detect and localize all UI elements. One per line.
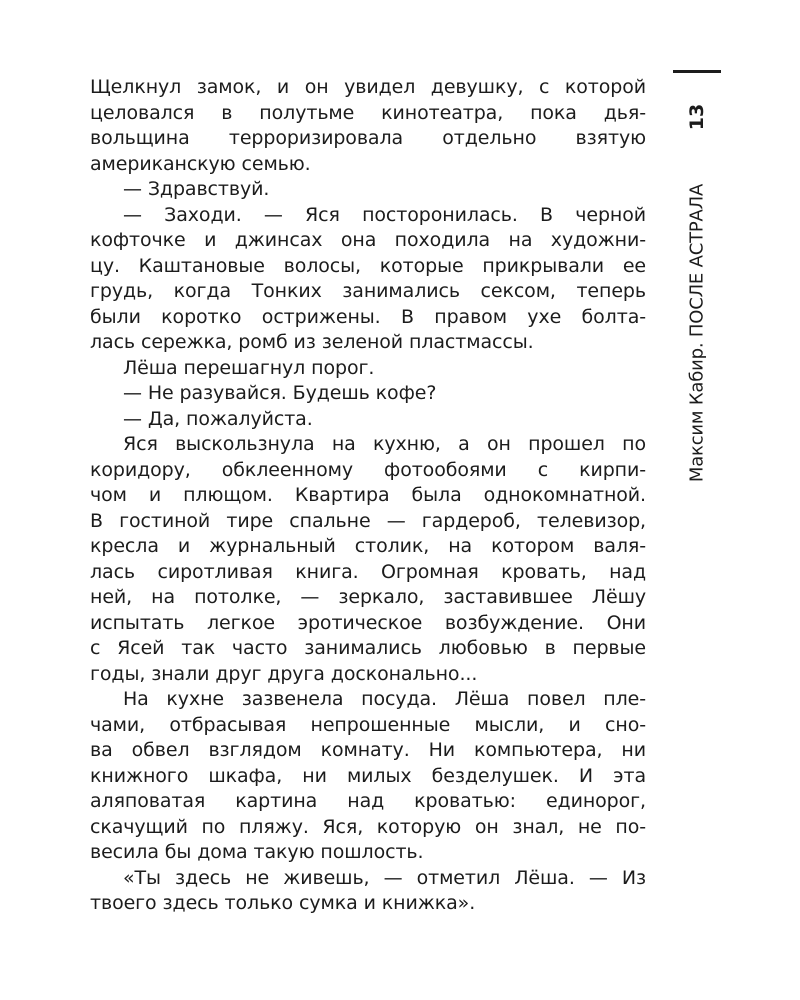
paragraph-start-line: «Ты здесь не живешь, — отметил Лёша. — Из <box>123 866 646 889</box>
text-line: кофточке и джинсах она походила на художни- <box>90 229 646 251</box>
text-line: ва обвел взглядом комнату. Ни компьютера, ни <box>90 739 646 761</box>
text-line: грудь, когда Тонких занимались сексом, теперь <box>90 280 646 302</box>
text-line: чами, отбрасывая непрошенные мысли, и сно- <box>90 713 646 736</box>
text-line: американскую семью. <box>90 152 311 175</box>
text-line: были коротко острижены. В правом ухе болта- <box>90 305 646 328</box>
dialogue-line: — Не разувайся. Будешь кофе? <box>123 382 437 404</box>
text-line: кресла и журнальный столик, на котором валя- <box>90 535 646 557</box>
paragraph-start-line: Яся выскользнула на кухню, а он прошел по <box>123 433 646 455</box>
text-line: чом и плющом. Квартира была однокомнатной. <box>90 484 646 506</box>
text-line: твоего здесь только сумка и книжка». <box>90 892 476 914</box>
text-line: ней, на потолке, — зеркало, заставившее Лёшу <box>90 586 646 608</box>
dialogue-line: — Заходи. — Яся посторонилась. В черной <box>123 203 646 226</box>
running-head-rule <box>673 70 721 73</box>
paragraph-start-line: На кухне зазвенела посуда. Лёша повел пле- <box>123 688 646 710</box>
body-text <box>90 75 646 917</box>
text-line: Щелкнул замок, и он увидел девушку, с которой <box>90 76 646 98</box>
text-line: коридору, обклеенному фотообоями с кирпи- <box>90 458 646 481</box>
dialogue-line: — Здравствуй. <box>123 178 270 200</box>
text-line: аляповатая картина над кроватью: единорог, <box>90 790 646 812</box>
text-line: весила бы дома такую пошлость. <box>90 841 424 863</box>
text-line: В гостиной тире спальне — гардероб, телевизор, <box>90 509 646 532</box>
text-line: целовался в полутьме кинотеатра, пока дья- <box>90 101 646 124</box>
text-line: цу. Каштановые волосы, которые прикрывали ее <box>90 254 646 277</box>
text-line: книжного шкафа, ни милых безделушек. И эта <box>90 764 646 787</box>
text-line: с Ясей так часто занимались любовью в первые <box>90 637 646 659</box>
text-line: лась сиротливая книга. Огромная кровать, над <box>90 560 646 583</box>
page-number: 13 <box>686 103 708 131</box>
running-head-title: Максим Кабир. ПОСЛЕ АСТРАЛА <box>686 183 708 483</box>
text-line: испытать легкое эротическое возбуждение. Они <box>90 611 646 634</box>
paragraph-start-line: Лёша перешагнул порог. <box>123 356 375 379</box>
text-line: лась сережка, ромб из зеленой пластмассы. <box>90 331 534 353</box>
text-line: вольщина терроризировала отдельно взятую <box>90 127 646 149</box>
text-line: скачущий по пляжу. Яся, которую он знал, не по- <box>90 815 646 838</box>
dialogue-line: — Да, пожалуйста. <box>123 407 313 430</box>
text-line: годы, знали друг друга досконально... <box>90 662 478 685</box>
